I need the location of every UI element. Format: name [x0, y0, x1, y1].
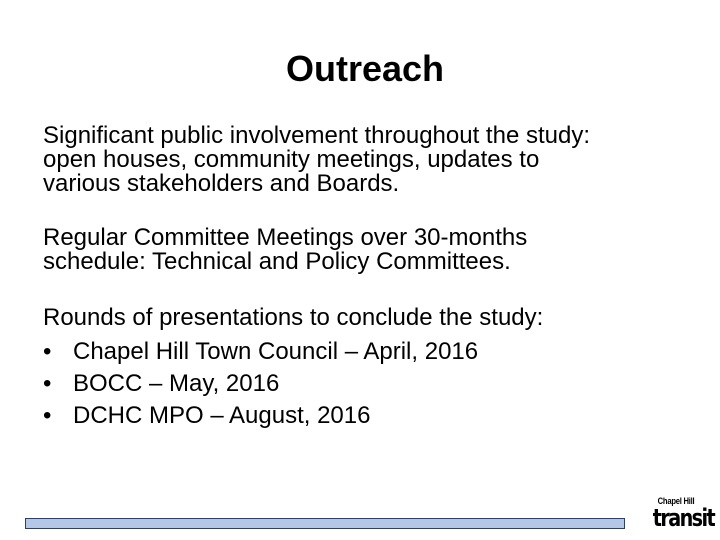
chapel-hill-transit-logo: [647, 496, 715, 536]
bullet-icon: •: [43, 370, 52, 397]
list-item: [43, 336, 693, 368]
list-item: [43, 400, 693, 432]
paragraph-presentations: [43, 304, 693, 432]
logo-line-transit: transit: [652, 504, 715, 532]
presentations-list: [43, 336, 693, 432]
list-item-text: BOCC – May, 2016: [73, 370, 280, 397]
slide-body: [43, 124, 693, 432]
bullet-icon: •: [43, 402, 52, 429]
footer-bar: [25, 518, 625, 529]
slide-title: Outreach: [285, 48, 445, 89]
bullet-icon: •: [43, 338, 52, 365]
logo-line-chapel-hill: Chapel Hill: [657, 496, 695, 506]
list-item-text: Chapel Hill Town Council – April, 2016: [73, 338, 479, 365]
paragraph-line: schedule: Technical and Policy Committees.: [43, 248, 511, 275]
paragraph-line: Regular Committee Meetings over 30-months: [43, 224, 528, 251]
paragraph-public-involvement: [43, 124, 693, 196]
paragraph-line: Significant public involvement throughout the study:: [43, 122, 590, 149]
list-item: [43, 368, 693, 400]
paragraph-committee-meetings: [43, 226, 693, 274]
presentations-lead: Rounds of presentations to conclude the study:: [43, 304, 544, 331]
paragraph-line: open houses, community meetings, updates to: [43, 146, 540, 173]
list-item-text: DCHC MPO – August, 2016: [73, 402, 371, 429]
paragraph-line: various stakeholders and Boards.: [43, 170, 400, 197]
